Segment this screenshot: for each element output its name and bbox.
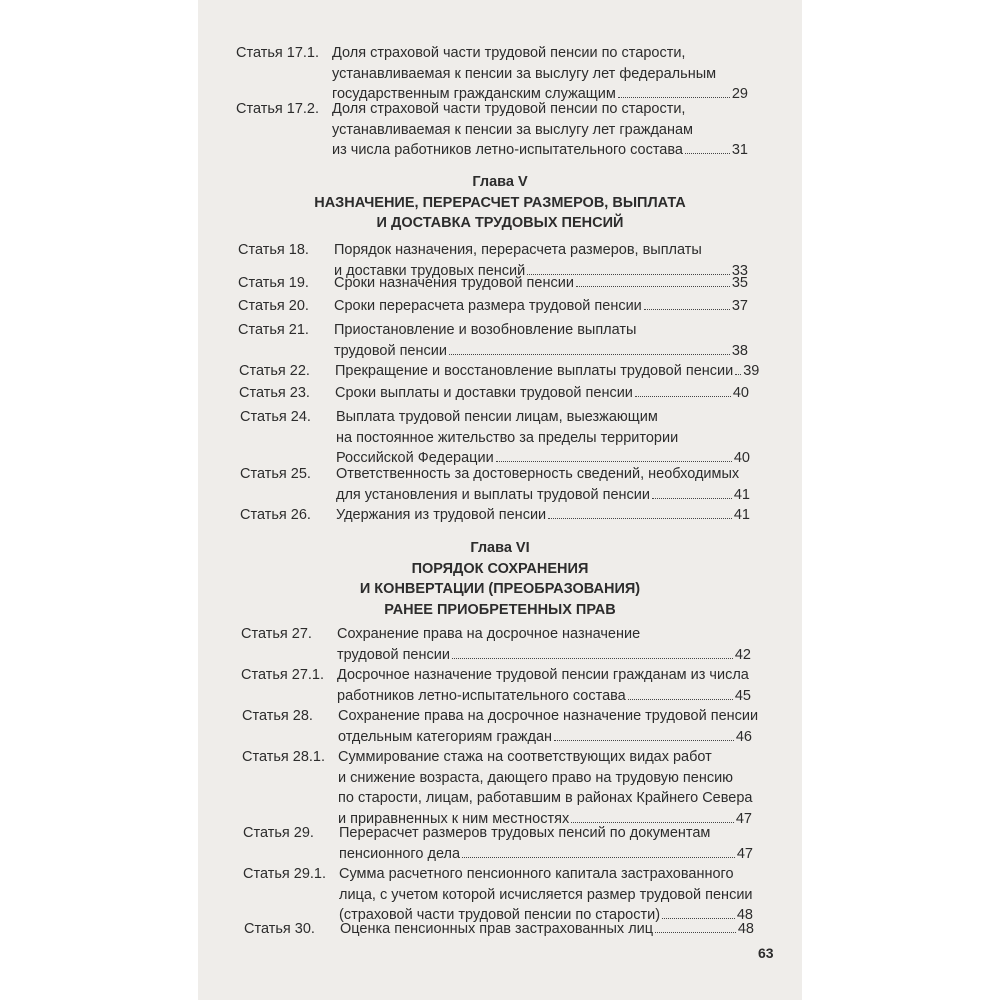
chapter-label: Глава V <box>472 174 528 190</box>
article-title-line: Оценка пенсионных прав застрахованных лиц 48 <box>340 919 754 940</box>
article-title-line: Приостановление и возобновление выплаты <box>334 322 637 338</box>
article-title-line: Сумма расчетного пенсионного капитала застрахованного <box>339 866 734 882</box>
article-title-line: Удержания из трудовой пенсии 41 <box>336 505 750 526</box>
article-title-line: и приравненных к ним местностях 47 <box>338 809 752 830</box>
page-number: 63 <box>758 945 774 961</box>
article-title-line: лица, с учетом которой исчисляется размер трудовой пенсии <box>339 886 753 903</box>
article-number: Статья 20. <box>238 298 309 314</box>
page-ref: 35 <box>731 275 748 291</box>
page-ref: 33 <box>731 262 748 279</box>
article-title <box>336 505 750 526</box>
article-title-line: Сохранение права на досрочное назначение <box>337 626 641 642</box>
leader-dots <box>685 153 730 154</box>
article-number: Статья 29. <box>243 825 314 841</box>
article-title-line: (страховой части трудовой пенсии по старости) 48 <box>339 905 753 926</box>
article-title-line: для установления и выплаты трудовой пенсии 41 <box>336 485 750 506</box>
leader-dots <box>644 309 730 310</box>
article-title-line: государственным гражданским служащим 29 <box>332 84 748 105</box>
chapter-title-line: ПОРЯДОК СОХРАНЕНИЯ <box>411 560 589 577</box>
article-number: Статья 30. <box>244 921 315 937</box>
page-ref: 40 <box>732 385 749 401</box>
chapter-label: Глава VI <box>470 540 530 556</box>
page-ref: 42 <box>734 646 751 663</box>
article-title <box>338 747 752 829</box>
chapter-title-line: РАНЕЕ ПРИОБРЕТЕННЫХ ПРАВ <box>384 601 616 618</box>
chapter-title-line: И ДОСТАВКА ТРУДОВЫХ ПЕНСИЙ <box>376 215 624 231</box>
leader-dots <box>554 740 734 741</box>
article-title-line: устанавливаемая к пенсии за выслугу лет гражданам <box>332 121 694 138</box>
article-title-line: Досрочное назначение трудовой пенсии гражданам из числа <box>337 667 749 683</box>
toc-list <box>198 0 802 1000</box>
article-title-line: из числа работников летно-испытательного состава 31 <box>332 140 748 161</box>
article-title-line: Сохранение права на досрочное назначение трудовой пенсии <box>338 708 759 724</box>
chapter-title-line: И КОНВЕРТАЦИИ (ПРЕОБРАЗОВАНИЯ) <box>359 581 641 597</box>
article-title-line: отдельным категориям граждан 46 <box>338 727 752 748</box>
page-ref: 40 <box>733 450 750 466</box>
article-title-line: работников летно-испытательного состава 45 <box>337 686 751 707</box>
article-title <box>337 624 751 665</box>
article-number: Статья 18. <box>238 242 309 258</box>
article-title-line: Сроки выплаты и доставки трудовой пенсии 40 <box>335 383 749 404</box>
article-title <box>334 320 748 361</box>
leader-dots <box>462 857 735 858</box>
article-title-line: трудовой пенсии 42 <box>337 645 751 666</box>
article-title <box>339 864 753 926</box>
article-title-line: Сроки перерасчета размера трудовой пенсии 37 <box>334 296 748 317</box>
page-ref: 37 <box>731 298 748 314</box>
article-title <box>334 296 748 317</box>
page-ref: 46 <box>735 728 752 745</box>
leader-dots <box>618 97 730 98</box>
page-ref: 45 <box>734 687 751 704</box>
article-title <box>335 383 749 404</box>
article-title <box>334 273 748 294</box>
article-title <box>332 99 748 161</box>
article-number: Статья 26. <box>240 507 311 523</box>
article-title-line: Ответственность за достоверность сведений, необходимых <box>336 466 740 482</box>
article-title <box>337 665 751 706</box>
page-ref: 41 <box>733 507 750 523</box>
page-ref: 48 <box>737 921 754 937</box>
article-title <box>332 43 748 105</box>
article-number: Статья 29.1. <box>243 866 327 882</box>
leader-dots <box>628 699 733 700</box>
article-title-line: Прекращение и восстановление выплаты трудовой пенсии 39 <box>335 361 749 382</box>
article-title <box>335 361 760 382</box>
article-title-line: и снижение возраста, дающего право на трудовую пенсию <box>338 769 734 786</box>
article-number: Статья 28.1. <box>242 749 326 765</box>
article-number: Статья 27.1. <box>241 667 325 683</box>
leader-dots <box>449 354 730 355</box>
page-ref: 48 <box>736 907 753 923</box>
page-ref: 39 <box>743 363 760 379</box>
article-title-line: устанавливаемая к пенсии за выслугу лет федеральным <box>332 65 717 82</box>
article-title <box>339 823 753 864</box>
article-title <box>336 407 750 469</box>
chapter-heading <box>198 538 802 620</box>
article-title-line: пенсионного дела 47 <box>339 844 753 865</box>
article-title <box>340 919 754 940</box>
article-title-line: Российской Федерации 40 <box>336 448 750 469</box>
leader-dots <box>452 658 733 659</box>
article-title-line: Доля страховой части трудовой пенсии по старости, <box>332 45 686 61</box>
page-ref: 31 <box>731 142 748 158</box>
book-page <box>198 0 802 1000</box>
article-title-line: на постоянное жительство за пределы территории <box>336 429 679 446</box>
article-title-line: по старости, лицам, работавшим в районах Крайнего Севера <box>338 790 753 806</box>
article-title <box>336 464 750 505</box>
page-ref: 38 <box>731 342 748 359</box>
page-ref: 47 <box>735 810 752 827</box>
page-ref: 29 <box>731 86 748 102</box>
article-number: Статья 24. <box>240 409 311 425</box>
article-number: Статья 22. <box>239 363 310 379</box>
article-title-line: трудовой пенсии 38 <box>334 341 748 362</box>
article-title-line: Доля страховой части трудовой пенсии по старости, <box>332 101 686 117</box>
chapter-heading <box>198 172 802 234</box>
article-number: Статья 25. <box>240 466 311 482</box>
page-ref: 47 <box>736 845 753 862</box>
article-title-line: Выплата трудовой пенсии лицам, выезжающим <box>336 409 658 425</box>
article-title-line: и доставки трудовых пенсий 33 <box>334 261 748 282</box>
article-title-line: Сроки назначения трудовой пенсии 35 <box>334 273 748 294</box>
page-ref: 41 <box>733 486 750 503</box>
leader-dots <box>576 286 730 287</box>
article-number: Статья 17.1. <box>236 45 320 61</box>
article-title-line: Порядок назначения, перерасчета размеров, выплаты <box>334 242 702 258</box>
chapter-title-line: НАЗНАЧЕНИЕ, ПЕРЕРАСЧЕТ РАЗМЕРОВ, ВЫПЛАТА <box>314 194 686 211</box>
article-number: Статья 19. <box>238 275 309 291</box>
article-number: Статья 23. <box>239 385 310 401</box>
article-title-line: Перерасчет размеров трудовых пенсий по документам <box>339 825 711 841</box>
leader-dots <box>548 518 732 519</box>
leader-dots <box>735 374 741 375</box>
article-number: Статья 27. <box>241 626 312 642</box>
leader-dots <box>496 461 732 462</box>
article-number: Статья 28. <box>242 708 313 724</box>
article-number: Статья 21. <box>238 322 309 338</box>
article-title <box>338 706 759 747</box>
leader-dots <box>655 932 736 933</box>
leader-dots <box>635 396 731 397</box>
article-title-line: Суммирование стажа на соответствующих видах работ <box>338 749 712 765</box>
leader-dots <box>652 498 732 499</box>
article-number: Статья 17.2. <box>236 101 320 117</box>
